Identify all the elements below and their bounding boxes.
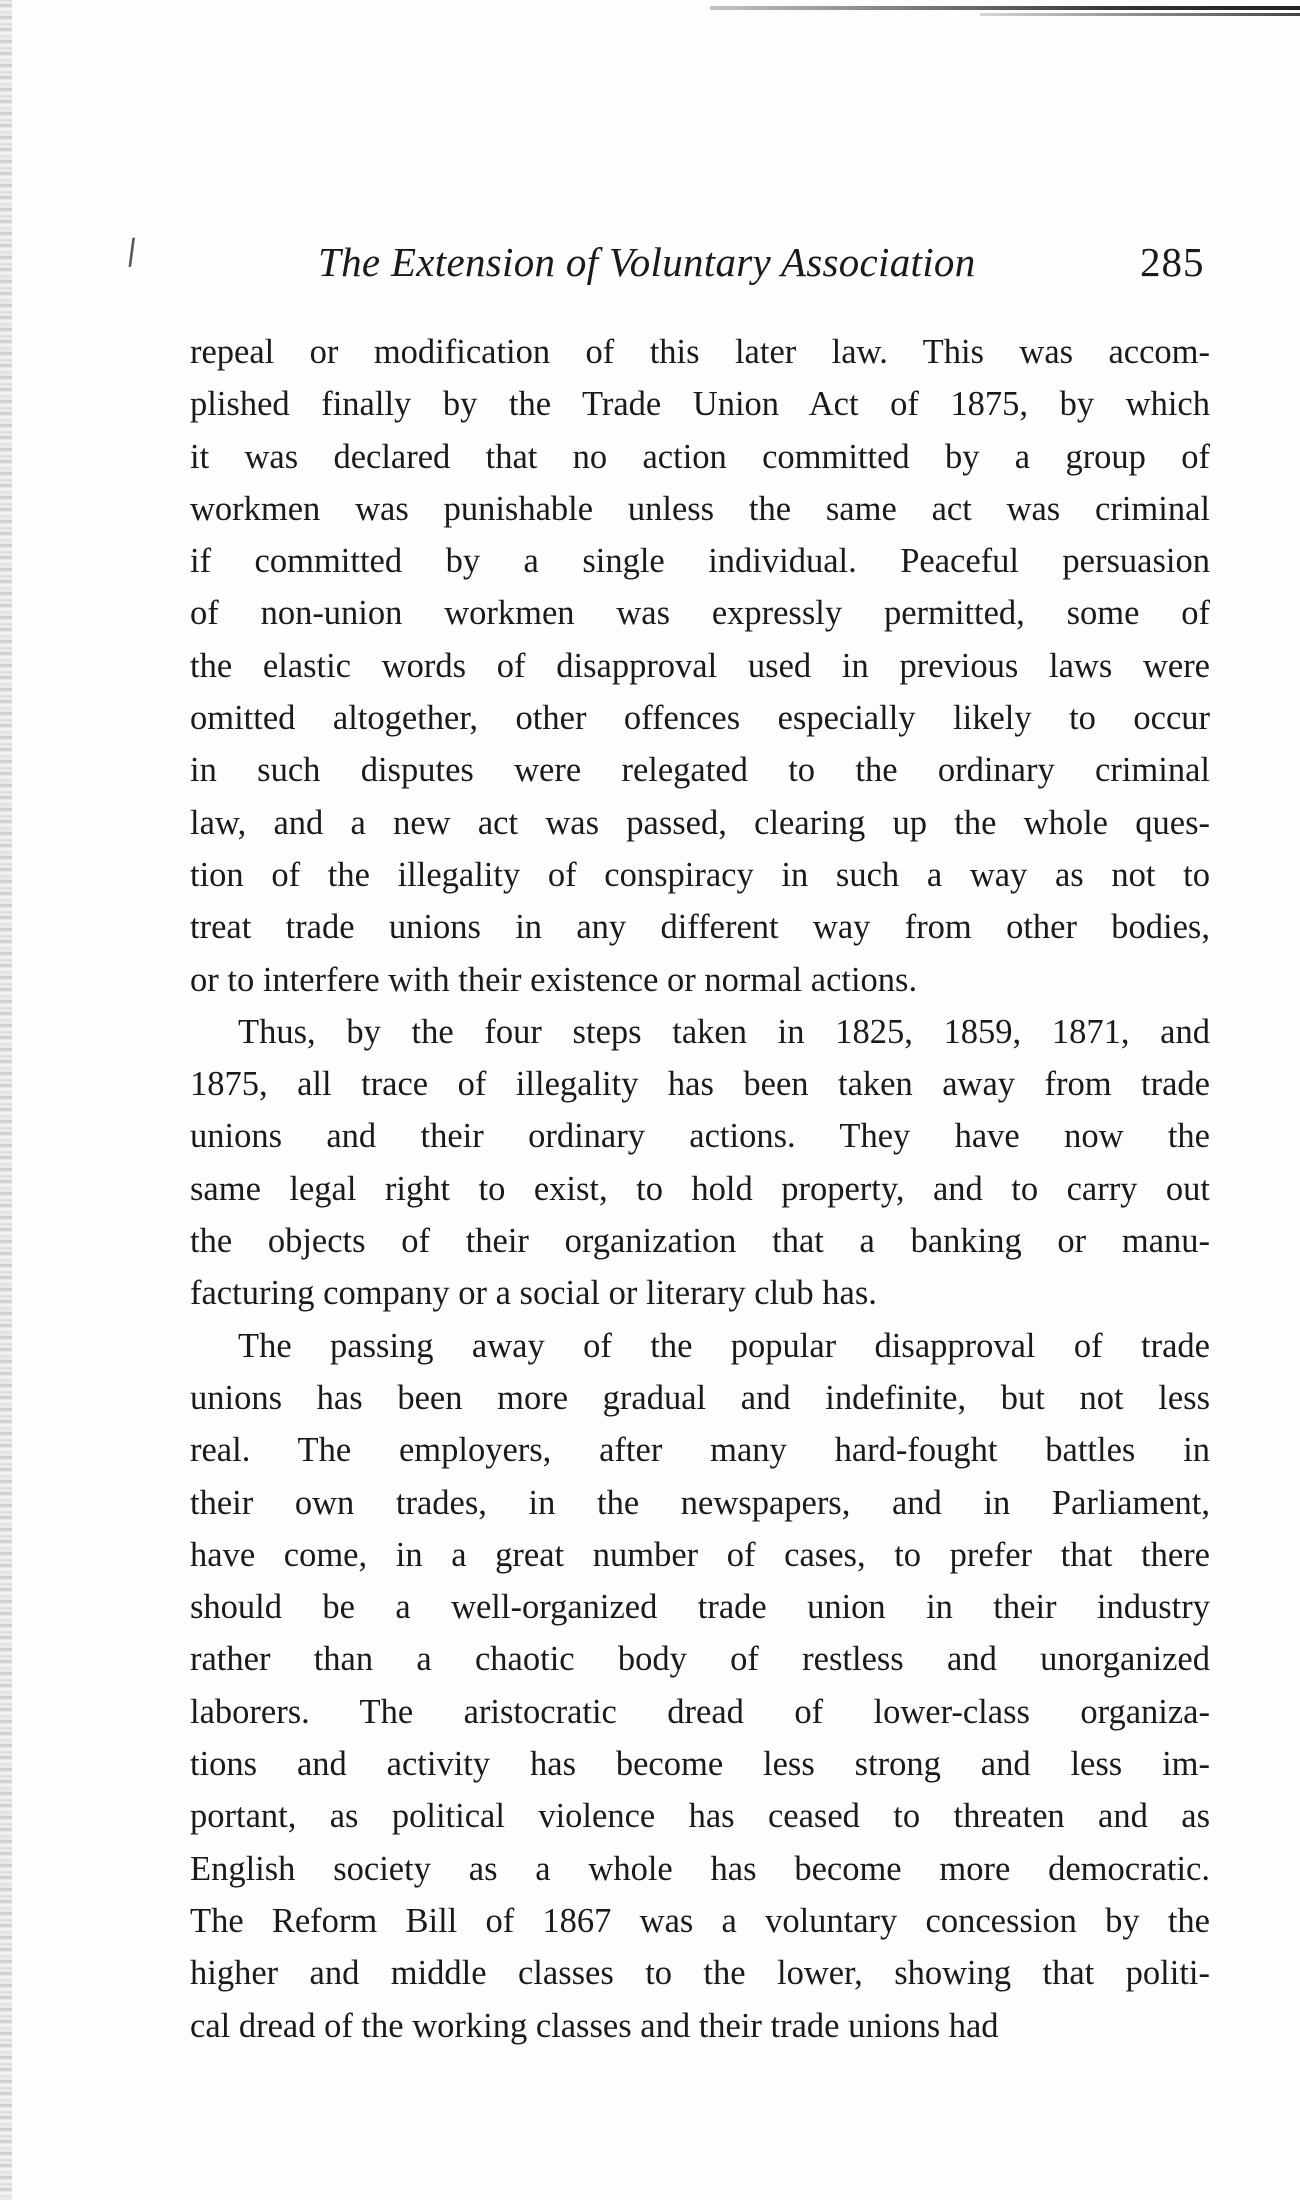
text-line: 1875, all trace of illegality has been taken away from trade: [190, 1065, 1210, 1104]
scan-top-rule-secondary: [980, 13, 1300, 16]
text-line: have come, in a great number of cases, to prefer that there: [190, 1535, 1210, 1574]
text-line: treat trade unions in any different way from other bodies,: [190, 908, 1210, 947]
text-line: repeal or modification of this later law. This was accom-: [190, 333, 1210, 371]
running-head-title: The Extension of Voluntary Association: [318, 239, 976, 285]
text-line: higher and middle classes to the lower, showing that politi-: [190, 1954, 1210, 1993]
text-line: law, and a new act was passed, clearing up the whole ques-: [190, 803, 1210, 842]
text-line: it was declared that no action committed by a group of: [190, 437, 1210, 476]
text-line: unions and their ordinary actions. They have now the: [190, 1117, 1210, 1156]
text-line: The passing away of the popular disapproval of trade: [238, 1326, 1210, 1365]
text-line: in such disputes were relegated to the ordinary criminal: [190, 751, 1210, 790]
paragraph: [190, 326, 1210, 1006]
text-line: should be a well-organized trade union in their industry: [190, 1588, 1210, 1627]
text-line: their own trades, in the newspapers, and in Parliament,: [190, 1483, 1210, 1522]
text-line: tions and activity has become less strong and less im-: [190, 1745, 1210, 1784]
body-text: [190, 326, 1210, 2052]
page-number: 285: [1140, 239, 1205, 285]
text-line: portant, as political violence has ceased to threaten and as: [190, 1797, 1210, 1836]
text-line: tion of the illegality of conspiracy in such a way as not to: [190, 855, 1210, 894]
text-line: of non-union workmen was expressly permitted, some of: [190, 594, 1210, 633]
text-line: the elastic words of disapproval used in previous laws were: [190, 646, 1210, 685]
text-line: the objects of their organization that a banking or manu-: [190, 1222, 1210, 1261]
text-line: Thus, by the four steps taken in 1825, 1859, 1871, and: [238, 1012, 1210, 1051]
text-line: if committed by a single individual. Peaceful persuasion: [190, 542, 1210, 581]
text-line: real. The employers, after many hard-fought battles in: [190, 1431, 1210, 1470]
text-line: workmen was punishable unless the same act was criminal: [190, 489, 1210, 528]
text-line: English society as a whole has become more democratic.: [190, 1849, 1210, 1888]
paragraph: [190, 1006, 1210, 1320]
text-line: cal dread of the working classes and their trade unions had: [190, 2006, 999, 2045]
pencil-mark: /: [122, 231, 141, 273]
text-line: or to interfere with their existence or normal actions.: [190, 960, 918, 999]
text-line: plished finally by the Trade Union Act of 1875, by which: [190, 385, 1210, 424]
text-line: The Reform Bill of 1867 was a voluntary concession by the: [190, 1901, 1210, 1940]
scan-top-rule: [710, 6, 1300, 10]
text-line: laborers. The aristocratic dread of lower-class organiza-: [190, 1692, 1210, 1731]
text-line: rather than a chaotic body of restless and unorganized: [190, 1640, 1210, 1679]
scan-left-edge: [0, 0, 12, 2200]
text-line: unions has been more gradual and indefinite, but not less: [190, 1378, 1210, 1417]
text-line: same legal right to exist, to hold property, and to carry out: [190, 1169, 1210, 1208]
text-line: omitted altogether, other offences especially likely to occur: [190, 699, 1210, 738]
text-line: facturing company or a social or literary club has.: [190, 1274, 877, 1313]
running-head: [318, 232, 1218, 292]
paragraph: [190, 1320, 1210, 2052]
